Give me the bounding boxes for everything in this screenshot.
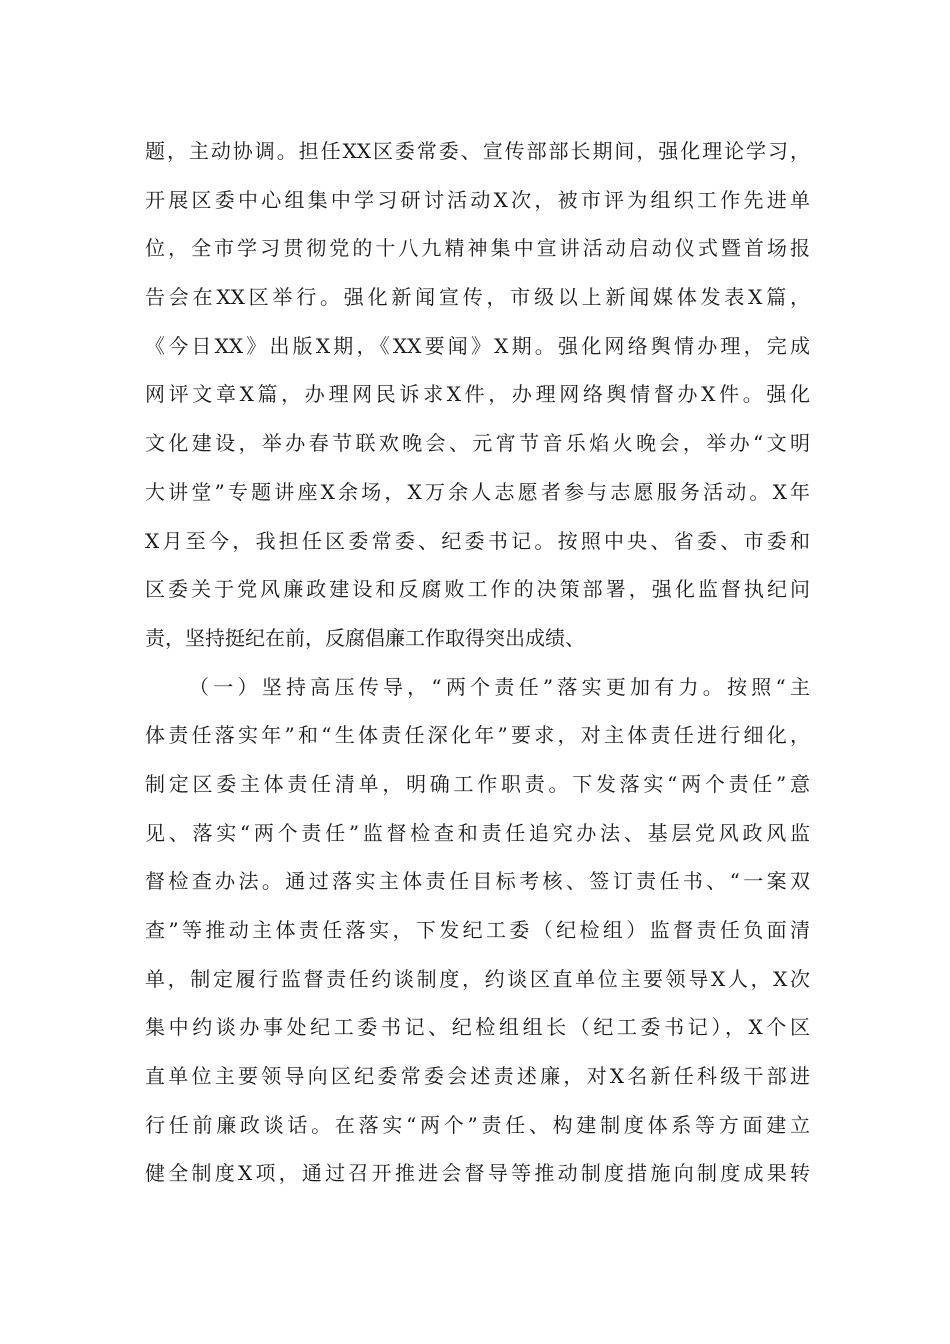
text-line: 文化建设，举办春节联欢晚会、元宵节音乐焰火晚会，举办“文明 [145, 431, 810, 456]
section-heading-line: （一）坚持高压传导，“两个责任”落实更加有力。按照“主 [189, 674, 810, 699]
text-line: 开展区委中心组集中学习研讨活动X次，被市评为组织工作先进单 [145, 187, 810, 212]
text-line: 查”等推动主体责任落实，下发纪工委（纪检组）监督责任负面清 [145, 918, 810, 942]
text-line: 集中约谈办事处纪工委书记、纪检组组长（纪工委书记），X个区 [145, 1015, 810, 1040]
text-line: 行任前廉政谈话。在落实“两个”责任、构建制度体系等方面建立 [145, 1112, 810, 1137]
text-line: 制定区委主体责任清单，明确工作职责。下发落实“两个责任”意 [145, 771, 810, 796]
text-line: 体责任落实年”和“生体责任深化年”要求，对主体责任进行细化， [145, 723, 810, 748]
text-line: 位，全市学习贯彻党的十八九精神集中宣讲活动启动仪式暨首场报 [145, 236, 810, 261]
text-line: 《今日XX》出版X期，《XX要闻》X期。强化网络舆情办理，完成 [145, 333, 810, 358]
text-line: 题，主动协调。担任XX区委常委、宣传部部长期间，强化理论学习， [145, 139, 810, 163]
text-line: 区委关于党风廉政建设和反腐败工作的决策部署，强化监督执纪问 [145, 577, 810, 602]
text-line: 督检查办法。通过落实主体责任目标考核、签订责任书、“一案双 [145, 869, 810, 894]
text-line: 见、落实“两个责任”监督检查和责任追究办法、基层党风政风监 [145, 820, 810, 845]
text-line: 告会在XX区举行。强化新闻宣传，市级以上新闻媒体发表X篇， [145, 285, 810, 310]
text-line: 网评文章X篇，办理网民诉求X件，办理网络舆情督办X件。强化 [145, 382, 810, 407]
text-line: 直单位主要领导向区纪委常委会述责述廉，对X名新任科级干部进 [145, 1064, 810, 1089]
body-text [145, 127, 810, 1198]
text-line: X月至今，我担任区委常委、纪委书记。按照中央、省委、市委和 [145, 528, 810, 553]
text-line: 大讲堂”专题讲座X余场，X万余人志愿者参与志愿服务活动。X年 [145, 479, 810, 504]
text-line: 单，制定履行监督责任约谈制度，约谈区直单位主要领导X人，X次 [145, 966, 810, 991]
text-line: 健全制度X项，通过召开推进会督导等推动制度措施向制度成果转 [145, 1161, 810, 1186]
paragraph-end-line: 责，坚持挺纪在前，反腐倡廉工作取得突出成绩、 [145, 625, 585, 650]
